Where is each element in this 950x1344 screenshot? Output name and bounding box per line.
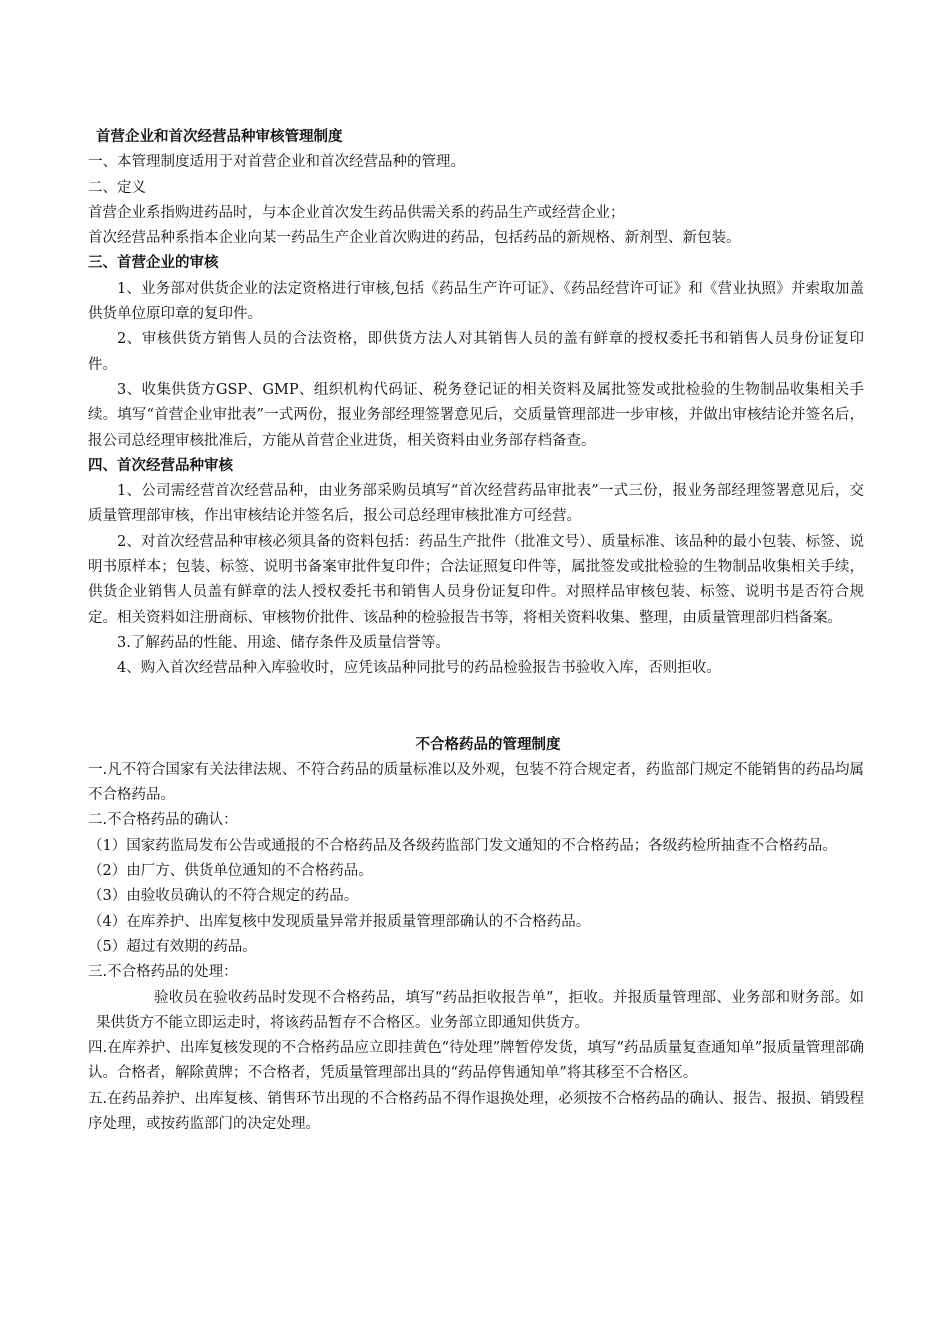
list-item: （2）由厂方、供货单位通知的不合格药品。 xyxy=(88,863,373,880)
paragraph: 首次经营品种系指本企业向某一药品生产企业首次购进的药品，包括药品的新规格、新剂型、新包装。 xyxy=(88,230,741,247)
paragraph: 一、本管理制度适用于对首营企业和首次经营品种的管理。 xyxy=(88,154,465,171)
paragraph: 验收员在验收药品时发现不合格药品，填写“药品拒收报告单”，拒收。并报质量管理部、业务部和财务部。如果供货方不能立即运走时，将该药品暂存不合格区。业务部立即通知供货方。 xyxy=(96,989,864,1031)
document-page xyxy=(88,125,864,1137)
paragraph: 四.在库养护、出库复核发现的不合格药品应立即挂黄色“待处理”牌暂停发货，填写“药品质量复查通知单”报质量管理部确认。合格者，解除黄牌；不合格者，凭质量管理部出具的“药品停售通知单”将其移至不合格区。 xyxy=(88,1040,864,1082)
paragraph: 三.不合格药品的处理： xyxy=(88,964,238,981)
paragraph: 二、定义 xyxy=(88,179,146,196)
paragraph: 1、业务部对供货企业的法定资格进行审核,包括《药品生产许可证》、《药品经营许可证》和《营业执照》并索取加盖供货单位原印章的复印件。 xyxy=(88,280,864,323)
paragraph: 4、购入首次经营品种入库验收时，应凭该品种同批号的药品检验报告书验收入库，否则拒收。 xyxy=(117,660,721,677)
paragraph: 2、对首次经营品种审核必须具备的资料包括：药品生产批件（批准文号）、质量标准、该品种的最小包装、标签、说明书原样本；包装、标签、说明书备案审批件复印件；合法证照复印件等，属批签发或批检验的生物制品收集相关手续，供货企业销售人员盖有鲜章的法人授权委托书和销售人员身份证复印件。对照样品审核包装、标签、说明书是否符合规定。相关资料如注册商标、审核物价批件、该品种的检验报告书等，将相关资料收集、整理，由质量管理部归档备案。 xyxy=(88,533,864,626)
section-heading: 三、首营企业的审核 xyxy=(88,255,219,272)
paragraph: 五.在药品养护、出库复核、销售环节出现的不合格药品不得作退换处理，必须按不合格药品的确认、报告、报损、销毁程序处理，或按药监部门的决定处理。 xyxy=(88,1090,864,1132)
list-item: （4）在库养护、出库复核中发现质量异常并报质量管理部确认的不合格药品。 xyxy=(88,913,591,930)
paragraph: 2、审核供货方销售人员的合法资格，即供货方法人对其销售人员的盖有鲜章的授权委托书和销售人员身份证复印件。 xyxy=(88,331,864,373)
paragraph: 一.凡不符合国家有关法律法规、不符合药品的质量标准以及外观，包装不符合规定者，药监部门规定不能销售的药品均属不合格药品。 xyxy=(88,761,864,804)
paragraph: 3、收集供货方GSP、GMP、组织机构代码证、税务登记证的相关资料及属批签发或批检验的生物制品收集相关手续。填写“首营企业审批表”一式两份，报业务部经理签署意见后，交质量管理部进一步审核，并做出审核结论并签名后，报公司总经理审核批准后，方能从首营企业进货，相关资料由业务部存档备查。 xyxy=(88,381,864,449)
list-item: （3）由验收员确认的不符合规定的药品。 xyxy=(88,888,359,905)
section-title-nonconforming-drugs: 不合格药品的管理制度 xyxy=(415,736,561,753)
section-title-first-business: 首营企业和首次经营品种审核管理制度 xyxy=(96,129,343,145)
paragraph: 二.不合格药品的确认： xyxy=(88,812,238,829)
section-heading: 四、首次经营品种审核 xyxy=(88,457,233,474)
paragraph: 首营企业系指购进药品时，与本企业首次发生药品供需关系的药品生产或经营企业； xyxy=(88,204,625,221)
list-item: （5）超过有效期的药品。 xyxy=(88,938,257,955)
paragraph: 3.了解药品的性能、用途、储存条件及质量信誉等。 xyxy=(117,634,450,651)
list-item: （1）国家药监局发布公告或通报的不合格药品及各级药监部门发文通知的不合格药品；各级药检所抽查不合格药品。 xyxy=(88,837,837,854)
paragraph: 1、公司需经营首次经营品种，由业务部采购员填写“首次经营药品审批表”一式三份，报业务部经理签署意见后，交质量管理部审核，作出审核结论并签名后，报公司总经理审核批准方可经营。 xyxy=(88,483,864,525)
